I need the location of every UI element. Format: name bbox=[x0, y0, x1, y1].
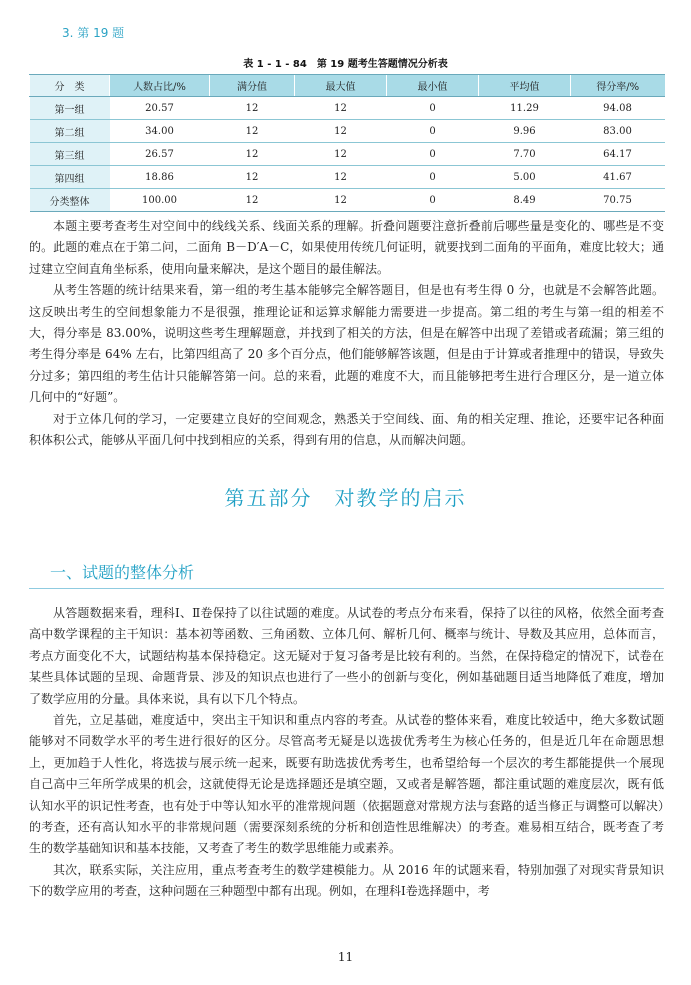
table-cell: 20.57 bbox=[110, 97, 210, 120]
table-cell: 12 bbox=[210, 166, 295, 189]
header-full-score: 满分值 bbox=[210, 75, 295, 97]
table-cell: 12 bbox=[295, 97, 387, 120]
table-cell: 第一组 bbox=[30, 97, 110, 120]
analysis-text bbox=[29, 216, 664, 451]
paragraph: 本题主要考查考生对空间中的线线关系、线面关系的理解。折叠问题要注意折叠前后哪些量是变化的、哪些是不变的。此题的难点在于第二问，二面角 B－D′A－C，如果使用传统几何证明，就要找到二面角的平面角，难度比较大；通过建立空间直角坐标系，使用向量来解决，是这个题目的最佳解法。 bbox=[29, 219, 664, 276]
paragraph: 对于立体几何的学习，一定要建立良好的空间观念，熟悉关于空间线、面、角的相关定理、推论，还要牢记各种面积体积公式，能够从平面几何中找到相应的关系，得到有用的信息，从而解决问题。 bbox=[29, 411, 664, 448]
page-number: 11 bbox=[337, 950, 354, 964]
table-header-row bbox=[30, 75, 665, 97]
table-cell: 12 bbox=[295, 189, 387, 212]
paragraph: 从答题数据来看，理科Ⅰ、Ⅱ卷保持了以往试题的难度。从试卷的考点分布来看，保持了以往的风格，依然全面考查高中数学课程的主干知识：基本初等函数、三角函数、立体几何、解析几何、概率与统计、导数及其应用，总体而言，考点方面变化不大，试题结构基本保持稳定。这无疑对于复习备考是比较有利的。当然，在保持稳定的情况下，试卷在某些具体试题的呈现、命题背景、涉及的知识点也进行了一些小的创新与变化，例如基础题目适当地降低了难度，增加了数学应用的分量。具体来说，具有以下几个特点。 bbox=[29, 606, 664, 706]
paragraph: 其次，联系实际，关注应用，重点考查考生的数学建模能力。从 2016 年的试题来看，特别加强了对现实背景知识下的数学应用的考查，这种问题在三种题型中都有出现。例如，在理科Ⅰ卷选择题中，考 bbox=[29, 862, 664, 899]
table-row bbox=[30, 97, 665, 120]
table-cell: 83.00 bbox=[571, 120, 665, 143]
paragraph: 首先，立足基础，难度适中，突出主干知识和重点内容的考查。从试卷的整体来看，难度比较适中，绝大多数试题能够对不同数学水平的考生进行很好的区分。尽管高考无疑是以选拔优秀考生为核心任务的，但是近几年在命题思想上，更加趋于人性化，将选拔与展示统一起来，既要有助选拔优秀考生，也希望给每一个层次的考生都能提供一个展现自己高中三年所学成果的机会，这就使得无论是选择题还是填空题，又或者是解答题，都注重试题的难度层次，既有低认知水平的识记性考查，也有处于中等认知水平的准常规问题（依据题意对常规方法与套路的适当修正与调整可以解决）的考查，还有高认知水平的非常规问题（需要深刻系统的分析和创造性思维解决）的考查。难易相互结合，既考查了考生的数学基础知识和基本技能，又考查了考生的数学思维能力或素养。 bbox=[29, 713, 664, 856]
section-heading: 一、试题的整体分析 bbox=[50, 563, 195, 582]
table-cell: 9.96 bbox=[479, 120, 571, 143]
header-score-rate: 得分率/% bbox=[571, 75, 665, 97]
table-cell: 5.00 bbox=[479, 166, 571, 189]
table-cell: 12 bbox=[295, 166, 387, 189]
header-max: 最大值 bbox=[295, 75, 387, 97]
header-category: 分 类 bbox=[30, 75, 110, 97]
table-cell: 64.17 bbox=[571, 143, 665, 166]
table-cell: 0 bbox=[387, 143, 479, 166]
table-cell: 41.67 bbox=[571, 166, 665, 189]
table-row bbox=[30, 166, 665, 189]
table-cell: 12 bbox=[210, 189, 295, 212]
header-mean: 平均值 bbox=[479, 75, 571, 97]
table-cell: 8.49 bbox=[479, 189, 571, 212]
table-cell: 100.00 bbox=[110, 189, 210, 212]
section-label: 3. 第 19 题 bbox=[62, 26, 125, 40]
table-row bbox=[30, 189, 665, 212]
score-analysis-table bbox=[29, 74, 665, 212]
table-cell: 0 bbox=[387, 120, 479, 143]
table-cell: 0 bbox=[387, 97, 479, 120]
table-cell: 第二组 bbox=[30, 120, 110, 143]
part-title: 第五部分 对教学的启示 bbox=[224, 486, 467, 510]
table-cell: 0 bbox=[387, 189, 479, 212]
table-row bbox=[30, 143, 665, 166]
table-cell: 12 bbox=[295, 143, 387, 166]
header-min: 最小值 bbox=[387, 75, 479, 97]
table-cell: 第三组 bbox=[30, 143, 110, 166]
table-cell: 12 bbox=[210, 120, 295, 143]
table-title: 表 1 - 1 - 84 第 19 题考生答题情况分析表 bbox=[243, 59, 448, 70]
table-cell: 第四组 bbox=[30, 166, 110, 189]
paragraph: 从考生答题的统计结果来看，第一组的考生基本能够完全解答题目，但是也有考生得 0 分，也就是不会解答此题。这反映出考生的空间想象能力不是很强，推理论证和运算求解能力需要进一步提高。第二组的考生与第一组的相差不大，得分率是 83.00%，说明这些考生理解题意，并找到了相关的方法，但是在解答中出现了差错或者疏漏；第三组的考生得分率是 64% 左右，比第四组高了 20 多个百分点，他们能够解答该题，但是由于计算或者推理中的错误，导致失分过多；第四组的考生估计只能解答第一问。总的来看，此题的难度不大，而且能够把考生进行合理区分，是一道立体几何中的“好题”。 bbox=[29, 283, 664, 405]
table-cell: 分类整体 bbox=[30, 189, 110, 212]
table-cell: 7.70 bbox=[479, 143, 571, 166]
table-cell: 34.00 bbox=[110, 120, 210, 143]
overview-text bbox=[29, 603, 664, 903]
table-row bbox=[30, 120, 665, 143]
table-cell: 12 bbox=[295, 120, 387, 143]
table-cell: 0 bbox=[387, 166, 479, 189]
header-share: 人数占比/% bbox=[110, 75, 210, 97]
table-cell: 26.57 bbox=[110, 143, 210, 166]
heading-divider bbox=[29, 588, 664, 589]
table-cell: 18.86 bbox=[110, 166, 210, 189]
table-cell: 12 bbox=[210, 143, 295, 166]
table-cell: 12 bbox=[210, 97, 295, 120]
table-cell: 94.08 bbox=[571, 97, 665, 120]
table-cell: 11.29 bbox=[479, 97, 571, 120]
table-cell: 70.75 bbox=[571, 189, 665, 212]
